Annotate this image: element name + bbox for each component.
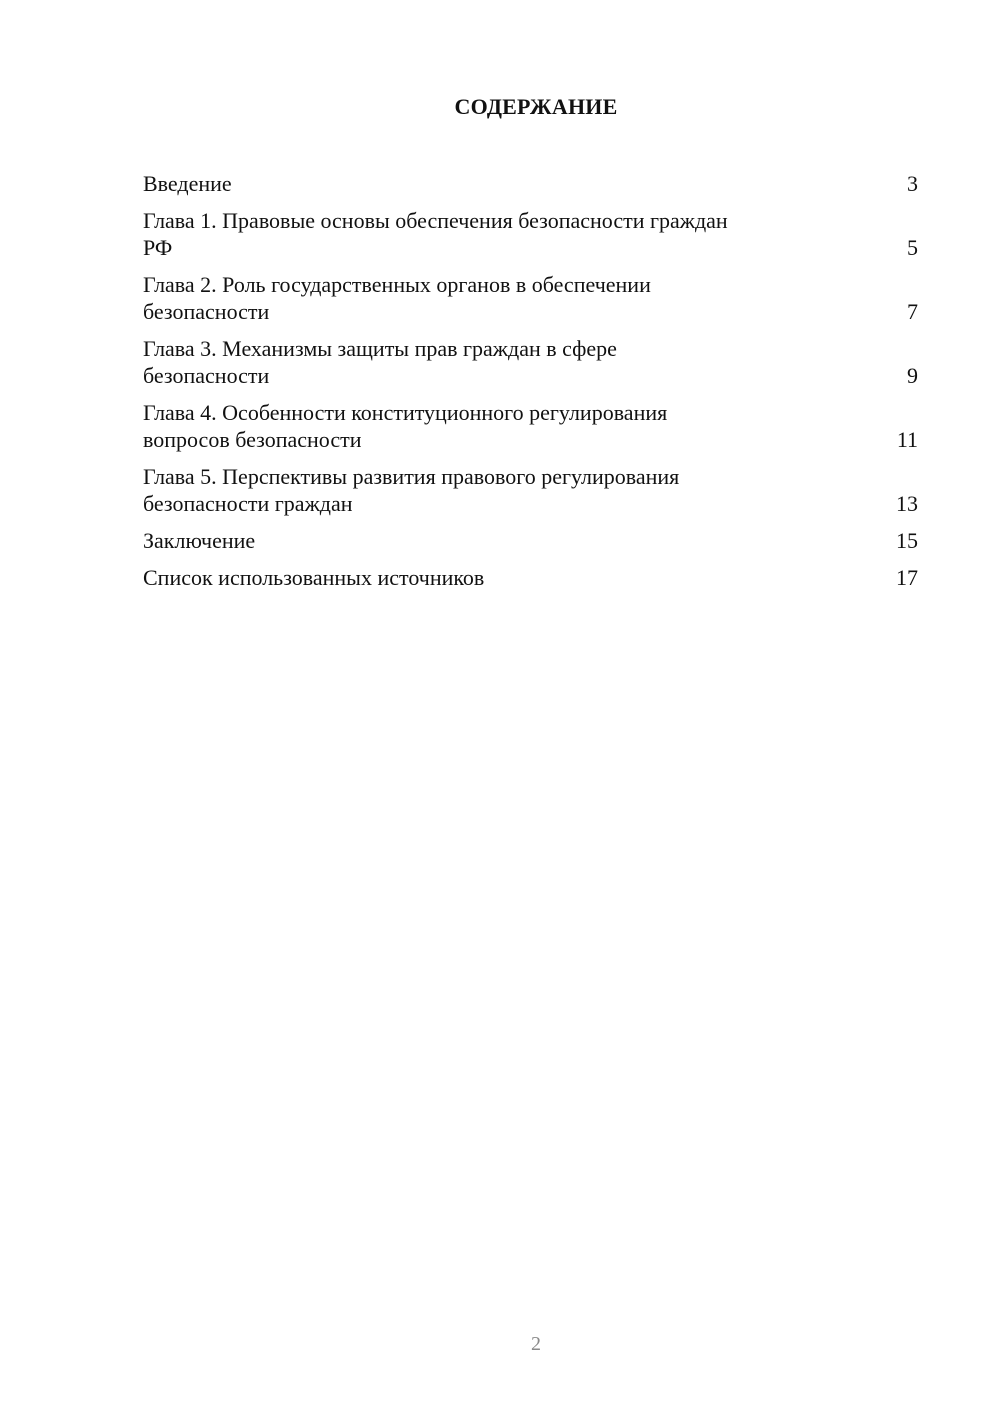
toc-entry-title: Глава 1. Правовые основы обеспечения безопасности граждан РФ [143,208,728,260]
toc-entry-conclusion [143,527,918,554]
toc-entry-page-number: 13 [896,491,918,516]
toc-entry-introduction [143,170,918,197]
toc-entry-page-number: 3 [907,171,918,196]
toc-entry-title: Заключение [143,528,256,553]
toc-entry-title: Глава 2. Роль государственных органов в обеспечении безопасности [143,272,651,324]
toc-entry-chapter-5 [143,463,918,517]
toc-entry-page-number: 9 [907,363,918,388]
page-number: 2 [531,1333,541,1355]
toc-entry-title: Введение [143,171,232,196]
toc-entry-title: Глава 4. Особенности конституционного регулирования вопросов безопасности [143,400,668,452]
toc-entry-page-number: 7 [907,299,918,324]
page-title: СОДЕРЖАНИЕ [454,94,618,119]
toc-entry-page-number: 17 [896,565,918,590]
toc-entry-page-number: 5 [907,235,918,260]
toc-entry-title: Глава 5. Перспективы развития правового регулирования безопасности граждан [143,464,680,516]
toc-entry-chapter-3 [143,335,918,389]
toc-entry-title: Глава 3. Механизмы защиты прав граждан в сфере безопасности [143,336,617,388]
toc-entry-chapter-2 [143,271,918,325]
toc-entry-title: Список использованных источников [143,565,485,590]
toc-entry-page-number: 15 [896,528,918,553]
toc-entry-chapter-4 [143,399,918,453]
table-of-contents [143,170,918,601]
toc-entry-references [143,564,918,591]
toc-entry-chapter-1 [143,207,918,261]
toc-entry-page-number: 11 [896,427,918,452]
